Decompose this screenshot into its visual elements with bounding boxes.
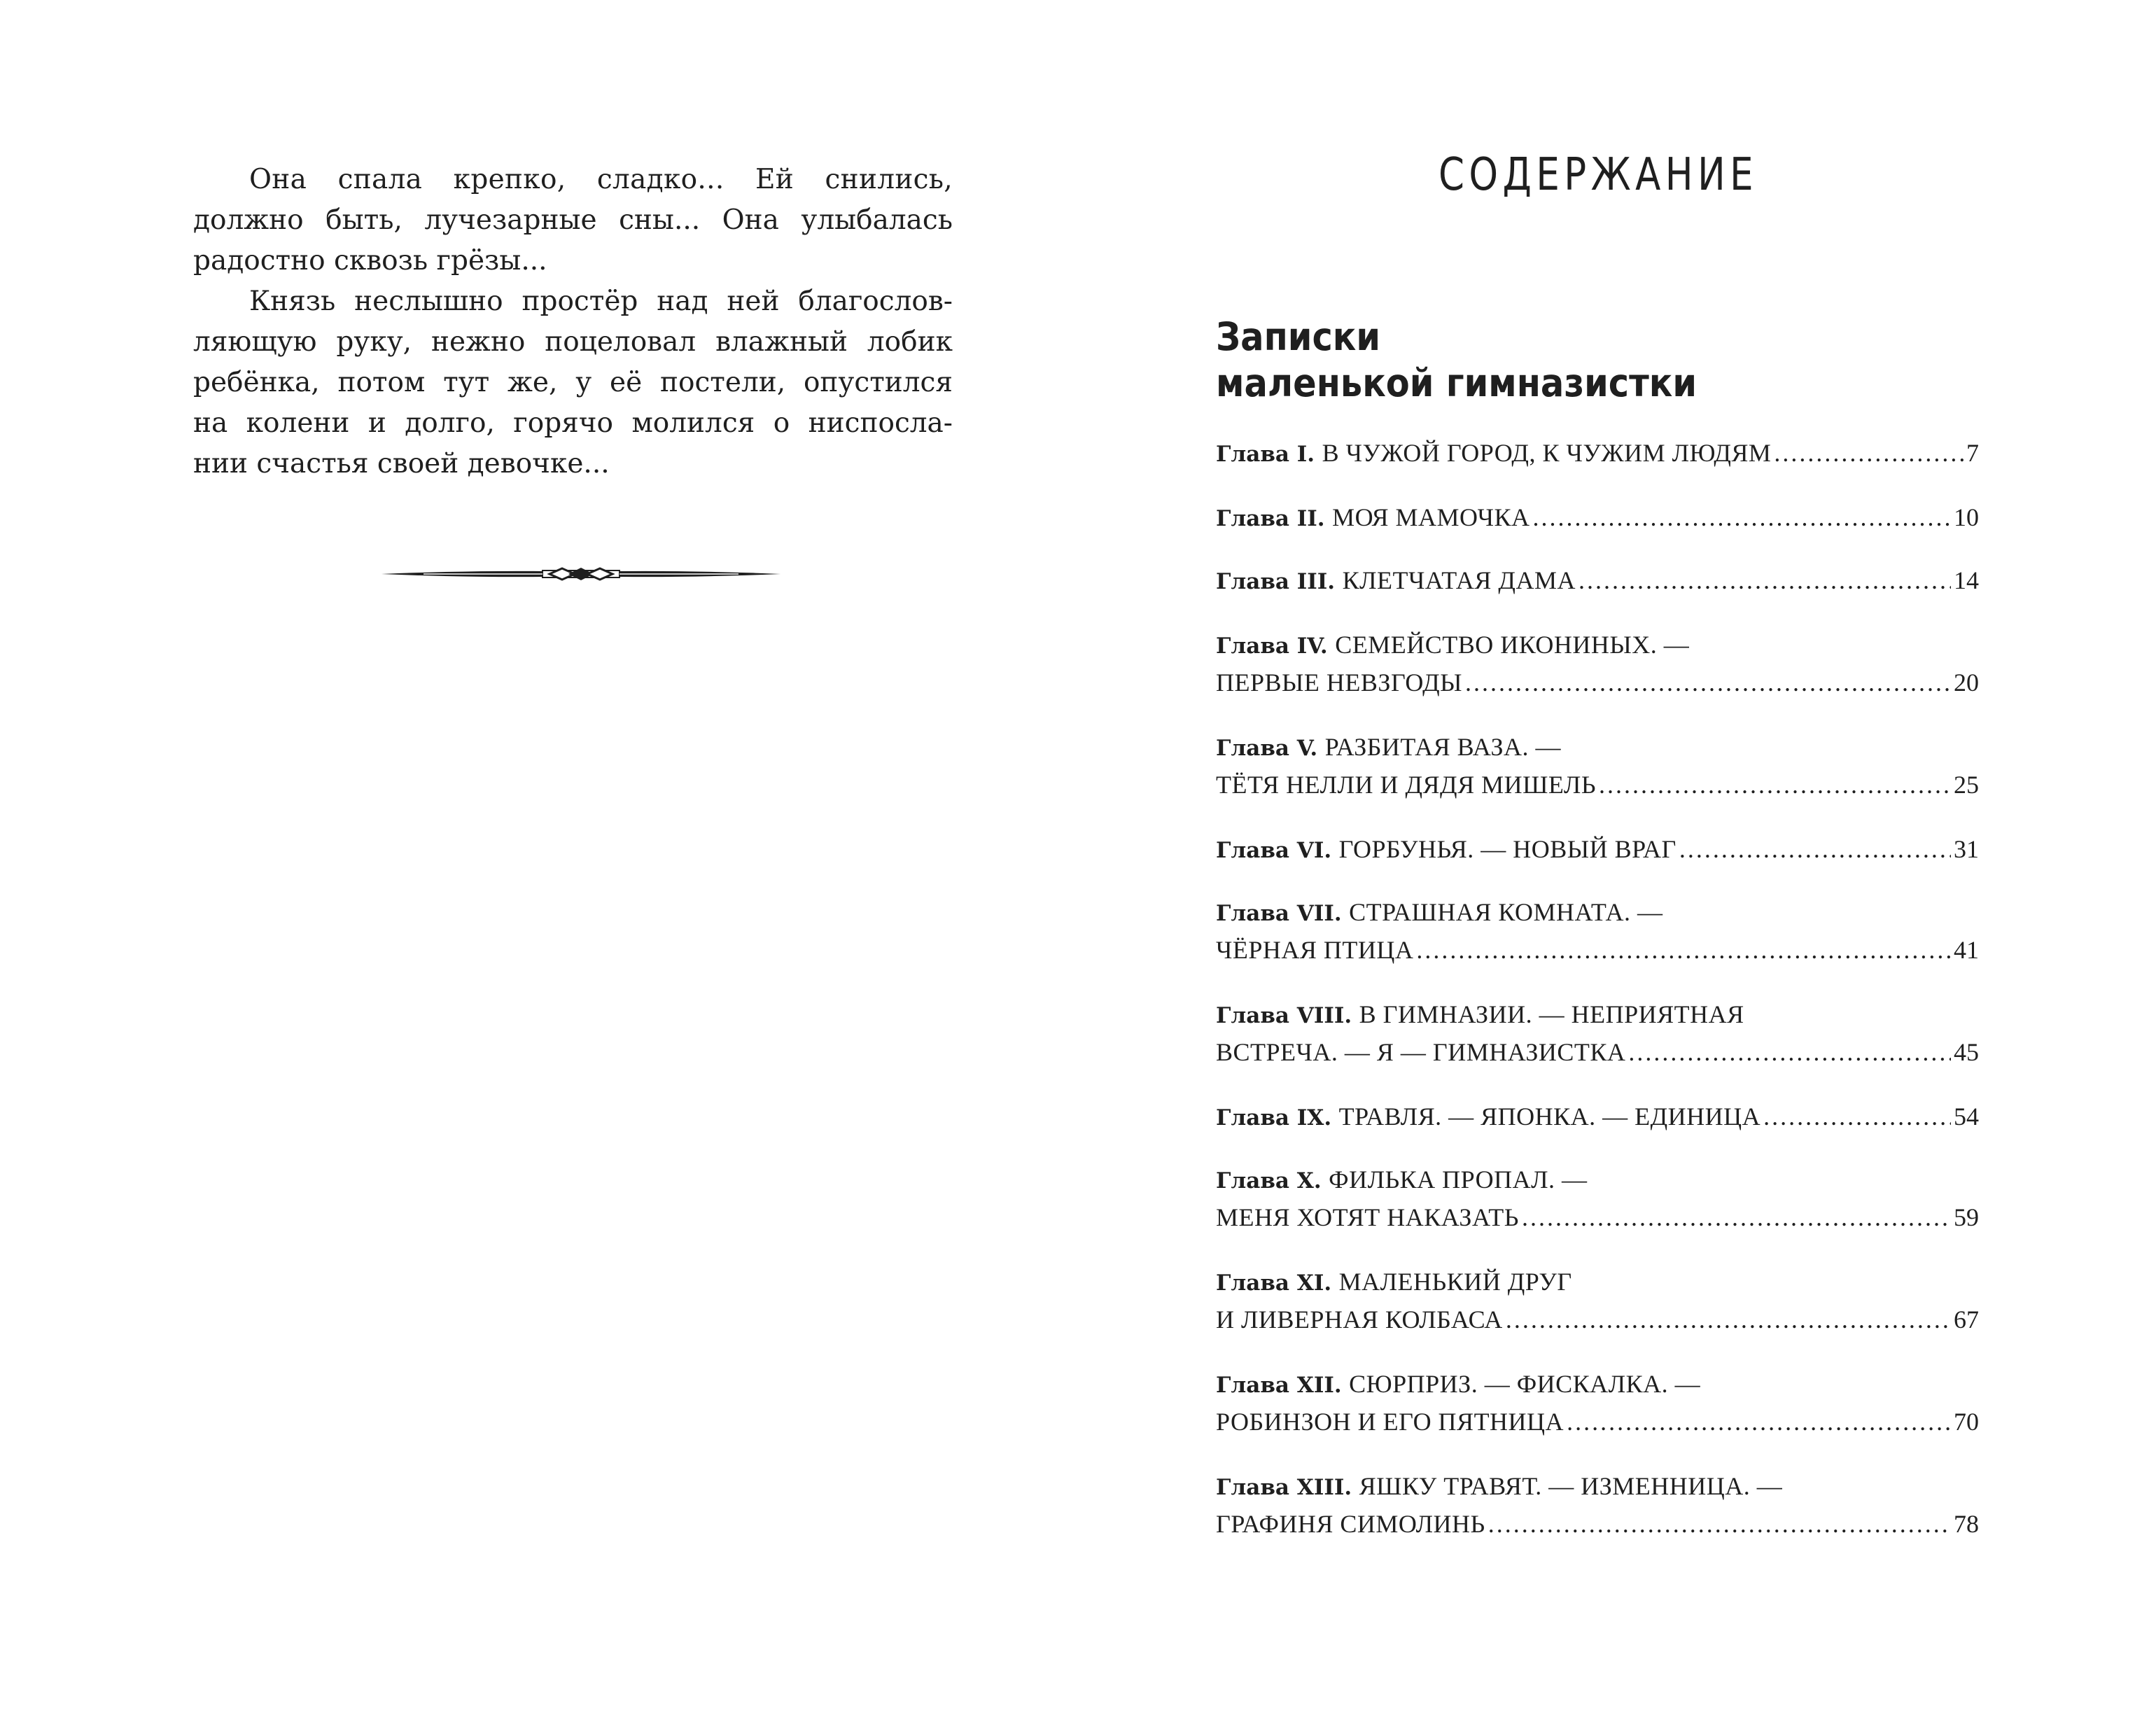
chapter-title-continued: ГРАФИНЯ СИМОЛИНЬ [1216,1510,1485,1538]
chapter-title: ЯШКУ ТРАВЯТ. — ИЗМЕННИЦА. — [1359,1472,1783,1500]
page-number: 78 [1954,1510,1979,1538]
chapter-label: Глава XI. [1216,1270,1332,1296]
chapter-label: Глава III. [1216,569,1336,594]
toc-entry[interactable] [1216,1161,1979,1236]
chapter-label: Глава V. [1216,736,1318,761]
toc-entry[interactable] [1216,498,1979,536]
left-page [0,0,1074,1736]
prose-line: ребёнка, потом тут же, у её постели, опустился [193,367,953,398]
leader-dots [1416,931,1951,969]
leader-dots [1522,1198,1951,1236]
page-number: 14 [1954,566,1979,594]
page-number: 67 [1954,1306,1979,1334]
part-title-line: маленькой гимназистки [1216,360,1698,405]
page-number: 31 [1954,835,1979,863]
chapter-title: ФИЛЬКА ПРОПАЛ. — [1329,1166,1588,1194]
toc-entry[interactable] [1216,1098,1979,1135]
prose-line: на колени и долго, горячо молился о ниспосла- [193,407,953,439]
chapter-label: Глава VIII. [1216,1003,1352,1028]
page-number: 10 [1954,503,1979,531]
part-title [1216,314,1783,406]
chapter-label: Глава I. [1216,442,1315,467]
prose-line: ляющую руку, нежно поцеловал влажный лобик [193,326,953,358]
prose-line: радостно сквозь грёзы... [193,245,547,276]
chapter-title: В ГИМНАЗИИ. — НЕПРИЯТНАЯ [1359,1000,1744,1028]
chapter-title: РАЗБИТАЯ ВАЗА. — [1324,733,1562,761]
chapter-title: ТРАВЛЯ. — ЯПОНКА. — ЕДИНИЦА [1338,1102,1761,1130]
leader-dots [1567,1403,1951,1441]
leader-dots [1763,1098,1951,1135]
chapter-title: МОЯ МАМОЧКА [1332,503,1530,531]
chapter-label: Глава II. [1216,506,1325,531]
chapter-title: СЕМЕЙСТВО ИКОНИНЫХ. — [1335,631,1690,659]
page-number: 25 [1954,771,1979,799]
chapter-title-continued: ПЕРВЫЕ НЕВЗГОДЫ [1216,668,1463,696]
chapter-label: Глава X. [1216,1168,1322,1194]
chapter-title-continued: ВСТРЕЧА. — Я — ГИМНАЗИСТКА [1216,1038,1626,1066]
chapter-label: Глава XIII. [1216,1475,1352,1500]
chapter-title: МАЛЕНЬКИЙ ДРУГ [1338,1268,1572,1296]
chapter-title: В ЧУЖОЙ ГОРОД, К ЧУЖИМ ЛЮДЯМ [1322,439,1772,467]
prose-line: нии счастья своей девочке... [193,448,610,479]
toc-entry[interactable] [1216,1263,1979,1338]
prose-line: должно быть, лучезарные сны... Она улыбалась [193,204,953,236]
toc-entry[interactable] [1216,995,1979,1071]
chapter-title: СЮРПРИЗ. — ФИСКАЛКА. — [1349,1370,1701,1398]
toc-entry[interactable] [1216,626,1979,701]
page-number: 45 [1954,1038,1979,1066]
chapter-title-continued: МЕНЯ ХОТЯТ НАКАЗАТЬ [1216,1203,1519,1231]
chapter-label: Глава VII. [1216,901,1342,926]
leader-dots [1465,664,1951,701]
chapter-title-continued: ЧЁРНАЯ ПТИЦА [1216,936,1414,964]
prose-line: Князь неслышно простёр над ней благослов- [249,286,953,317]
ornament-divider-icon [382,564,780,584]
chapter-label: Глава XII. [1216,1373,1342,1398]
leader-dots [1628,1033,1951,1071]
page-number: 20 [1954,668,1979,696]
chapter-title: ГОРБУНЬЯ. — НОВЫЙ ВРАГ [1338,835,1676,863]
leader-dots [1578,561,1951,599]
toc-entry[interactable] [1216,1467,1979,1543]
right-page [1074,0,2149,1736]
chapter-label: Глава IX. [1216,1105,1332,1130]
page-number: 59 [1954,1203,1979,1231]
chapter-title-continued: РОБИНЗОН И ЕГО ПЯТНИЦА [1216,1408,1564,1436]
page-number: 41 [1954,936,1979,964]
leader-dots [1488,1505,1951,1543]
page-number: 70 [1954,1408,1979,1436]
leader-dots [1533,498,1951,536]
chapter-title-continued: И ЛИВЕРНАЯ КОЛБАСА [1216,1306,1503,1334]
story-text [193,160,953,484]
chapter-label: Глава IV. [1216,634,1328,659]
toc-entry[interactable] [1216,893,1979,969]
prose-line: Она спала крепко, сладко... Ей снились, [249,164,953,195]
toc-entry[interactable] [1216,728,1979,804]
leader-dots [1506,1301,1951,1338]
leader-dots [1679,830,1951,868]
toc-entry[interactable] [1216,1365,1979,1441]
chapter-label: Глава VI. [1216,838,1332,863]
toc-entry[interactable] [1216,561,1979,599]
chapter-title: КЛЕТЧАТАЯ ДАМА [1342,566,1576,594]
chapter-title-continued: ТЁТЯ НЕЛЛИ И ДЯДЯ МИШЕЛЬ [1216,771,1597,799]
chapter-title: СТРАШНАЯ КОМНАТА. — [1349,898,1663,926]
page-title: СОДЕРЖАНИЕ [1438,149,1758,201]
part-title-line: Записки [1216,314,1381,359]
page-number: 54 [1954,1102,1979,1130]
toc-entry[interactable] [1216,434,1979,472]
page-number: 7 [1966,439,1979,467]
leader-dots [1599,766,1951,804]
toc-entry[interactable] [1216,830,1979,868]
leader-dots [1774,434,1963,472]
